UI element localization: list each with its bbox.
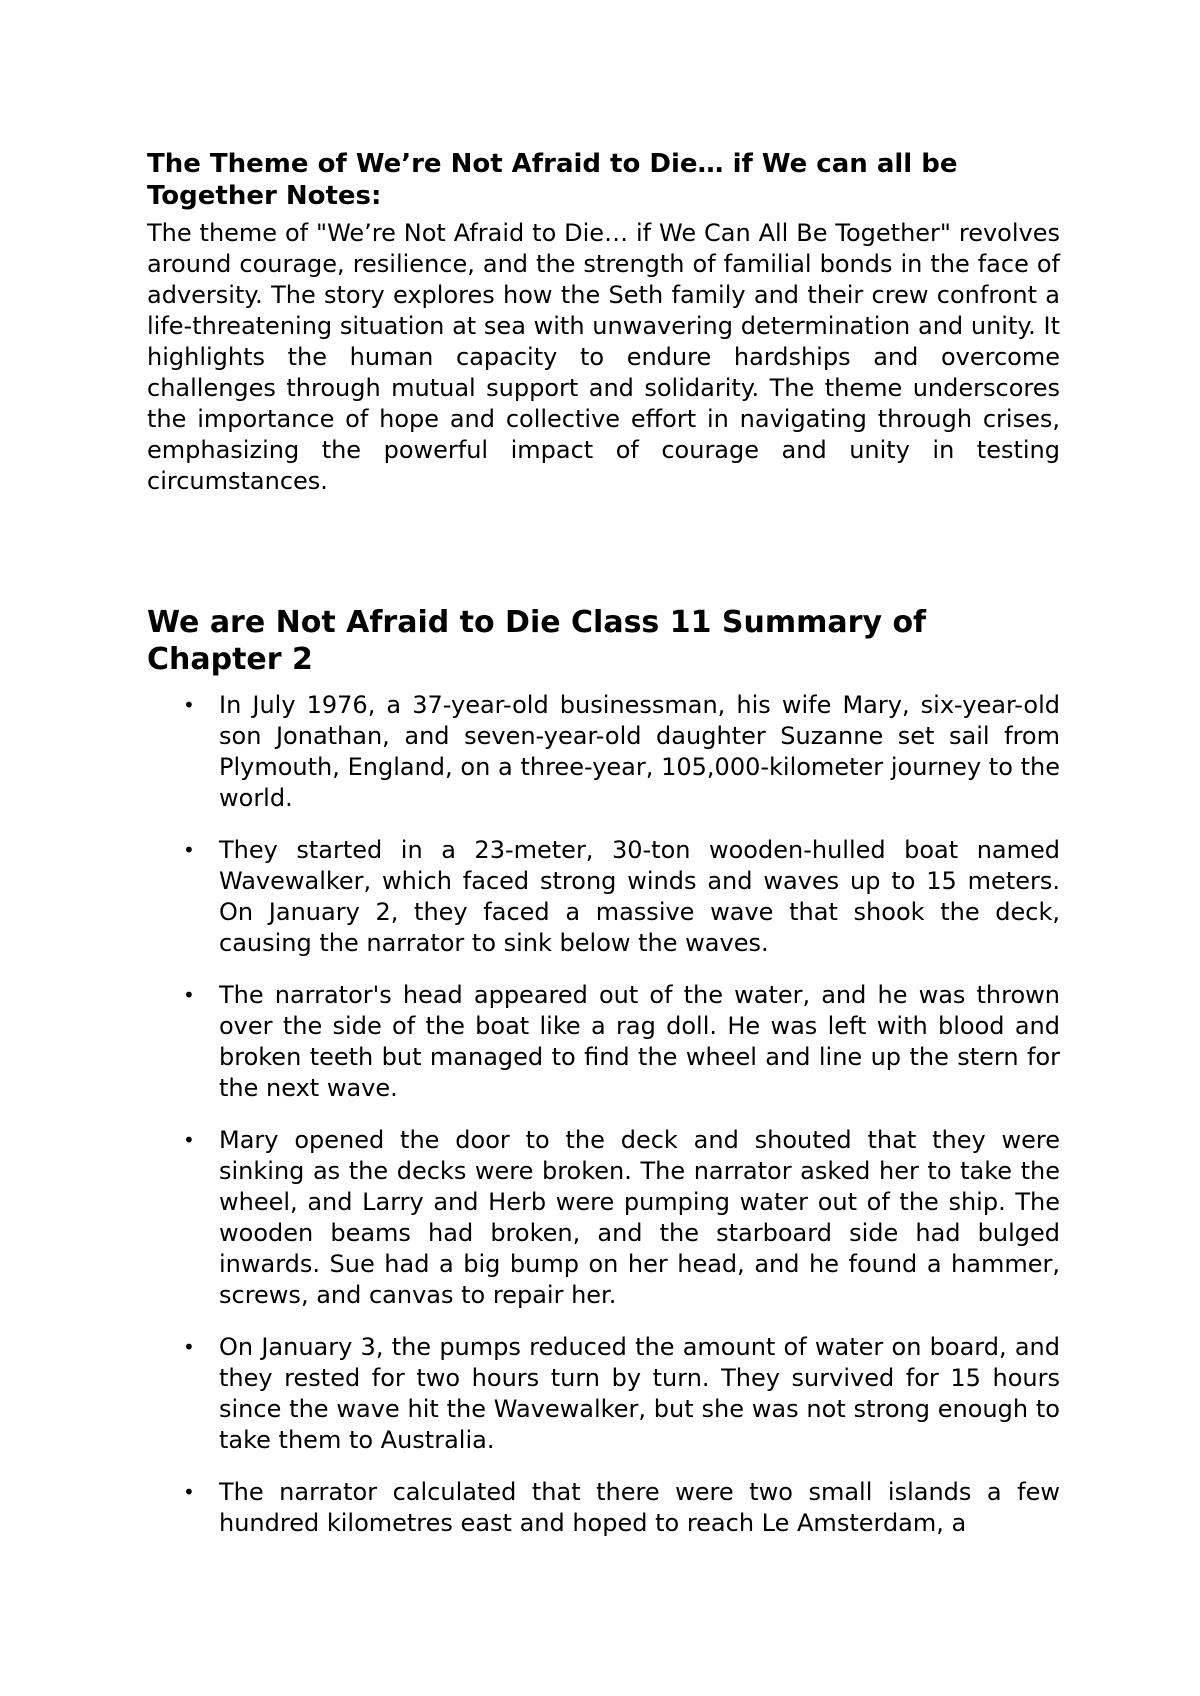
theme-heading: The Theme of We’re Not Afraid to Die… if We can all be Together Notes: — [147, 149, 958, 211]
bullet-text: In July 1976, a 37-year-old businessman, his wife Mary, six-year-old son Jonathan, and seven-year-old daughter Suzanne set sail from Plymouth, England, on a three-year, 105,000-kilometer journey to the world. — [219, 691, 1060, 812]
bullet-text: On January 3, the pumps reduced the amount of water on board, and they rested for two hours turn by turn. They survived for 15 hours since the wave hit the Wavewalker, but she was not strong enough to take them to Australia. — [219, 1333, 1060, 1454]
bullet-icon: • — [183, 838, 195, 862]
list-item — [147, 980, 1060, 1104]
list-item — [147, 1332, 1060, 1456]
summary-bullet-list — [147, 690, 1060, 1539]
bullet-icon: • — [183, 693, 195, 717]
list-item — [147, 1477, 1060, 1539]
list-item — [147, 690, 1060, 814]
bullet-text: They started in a 23-meter, 30-ton wooden-hulled boat named Wavewalker, which faced strong winds and waves up to 15 meters. On January 2, they faced a massive wave that shook the deck, causing the narrator to sink below the waves. — [219, 836, 1060, 957]
bullet-text: The narrator's head appeared out of the water, and he was thrown over the side of the boat like a rag doll. He was left with blood and broken teeth but managed to find the wheel and line up the stern for the next wave. — [219, 981, 1060, 1102]
document-page — [147, 140, 1060, 1560]
bullet-text: Mary opened the door to the deck and shouted that they were sinking as the decks were broken. The narrator asked her to take the wheel, and Larry and Herb were pumping water out of the ship. The wooden beams had broken, and the starboard side had bulged inwards. Sue had a big bump on her head, and he found a hammer, screws, and canvas to repair her. — [219, 1126, 1060, 1309]
list-item — [147, 1125, 1060, 1311]
bullet-icon: • — [183, 1480, 195, 1504]
bullet-icon: • — [183, 1335, 195, 1359]
bullet-icon: • — [183, 983, 195, 1007]
bullet-text: The narrator calculated that there were two small islands a few hundred kilometres east and hoped to reach Le Amsterdam, a — [219, 1478, 1060, 1537]
list-item — [147, 835, 1060, 959]
bullet-icon: • — [183, 1128, 195, 1152]
theme-paragraph: The theme of "We’re Not Afraid to Die… if We Can All Be Together" revolves around courage, resilience, and the strength of familial bonds in the face of adversity. The story explores how the Seth family and their crew confront a life-threatening situation at sea with unwavering determination and unity. It highlights the human capacity to endure hardships and overcome challenges through mutual support and solidarity. The theme underscores the importance of hope and collective effort in navigating through crises, emphasizing the powerful impact of courage and unity in testing circumstances. — [147, 219, 1060, 495]
summary-heading: We are Not Afraid to Die Class 11 Summary of Chapter 2 — [147, 605, 927, 677]
